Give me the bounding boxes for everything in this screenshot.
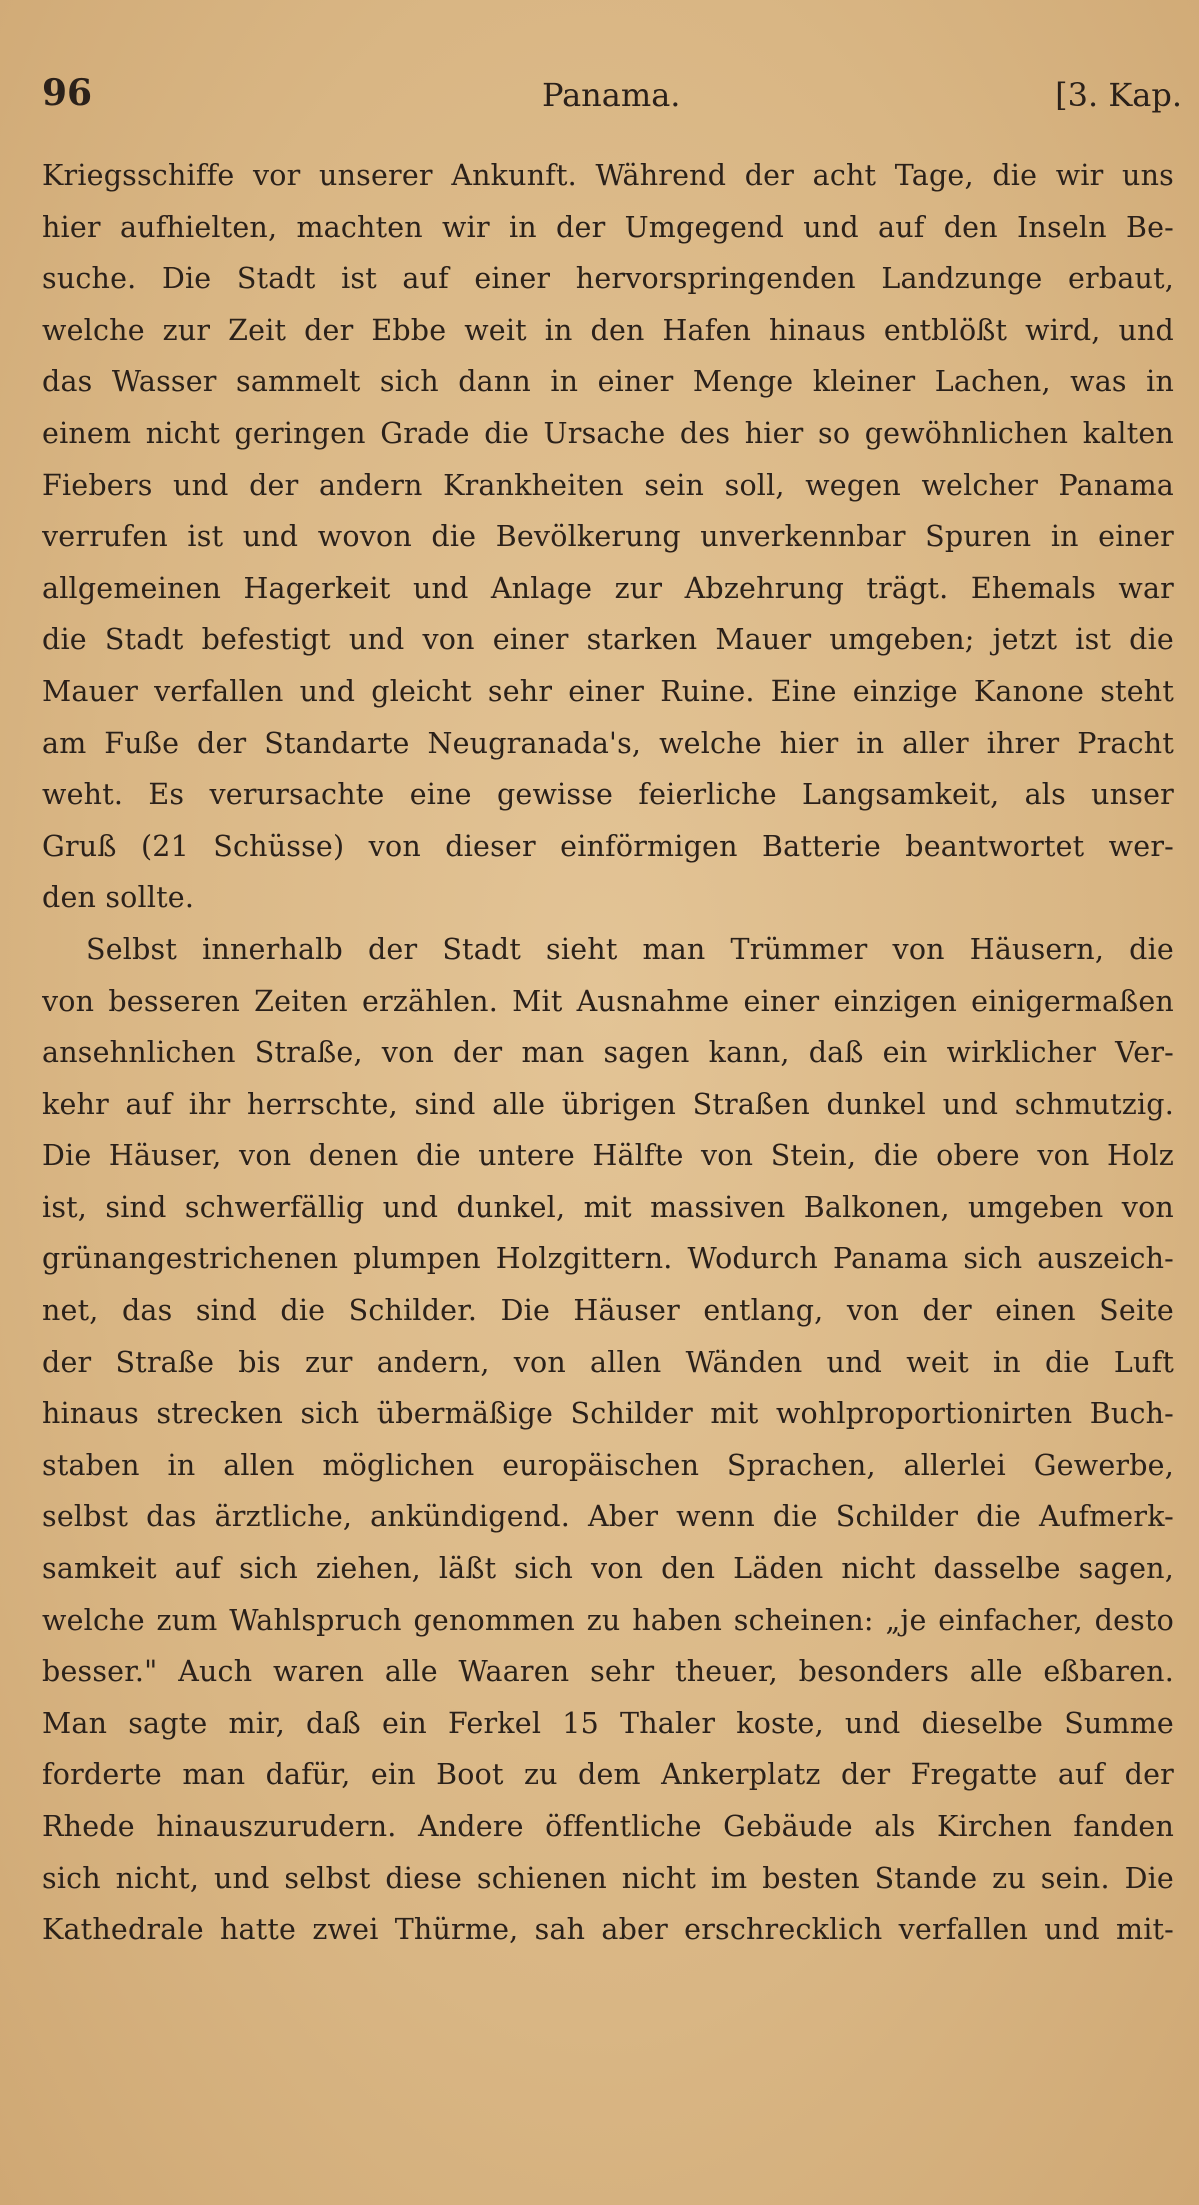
text-line-paragraph-start: Selbst innerhalb der Stadt sieht man Trümmer von Häusern, die <box>86 932 1174 966</box>
text-line: grünangestrichenen plumpen Holzgittern. Wodurch Panama sich auszeich- <box>42 1242 1174 1276</box>
chapter-reference: [3. Kap. <box>1055 76 1182 114</box>
text-line: kehr auf ihr herrschte, sind alle übrigen Straßen dunkel und schmutzig. <box>42 1087 1174 1121</box>
text-line-paragraph-end: den sollte. <box>42 881 195 915</box>
text-line: forderte man dafür, ein Boot zu dem Ankerplatz der Fregatte auf der <box>42 1758 1174 1792</box>
text-line: samkeit auf sich ziehen, läßt sich von den Läden nicht dasselbe sagen, <box>42 1552 1174 1586</box>
text-line: besser." Auch waren alle Waaren sehr theuer, besonders alle eßbaren. <box>42 1655 1174 1689</box>
text-line: allgemeinen Hagerkeit und Anlage zur Abzehrung trägt. Ehemals war <box>42 571 1174 605</box>
page-number: 96 <box>42 72 93 114</box>
text-line: Fiebers und der andern Krankheiten sein soll, wegen welcher Panama <box>42 468 1174 502</box>
text-line: Die Häuser, von denen die untere Hälfte von Stein, die obere von Holz <box>42 1139 1174 1173</box>
page-header <box>42 72 1182 122</box>
text-line: am Fuße der Standarte Neugranada's, welche hier in aller ihrer Pracht <box>42 726 1174 760</box>
text-line: welche zur Zeit der Ebbe weit in den Hafen hinaus entblößt wird, und <box>42 313 1174 347</box>
text-line: sich nicht, und selbst diese schienen nicht im besten Stande zu sein. Die <box>42 1861 1174 1895</box>
text-line: net, das sind die Schilder. Die Häuser entlang, von der einen Seite <box>42 1294 1174 1328</box>
text-line: weht. Es verursachte eine gewisse feierliche Langsamkeit, als unser <box>42 778 1174 812</box>
text-line: Gruß (21 Schüsse) von dieser einförmigen Batterie beantwortet wer- <box>42 829 1174 863</box>
text-line: hier aufhielten, machten wir in der Umgegend und auf den Inseln Be- <box>42 210 1174 244</box>
text-line: staben in allen möglichen europäischen Sprachen, allerlei Gewerbe, <box>42 1448 1174 1482</box>
text-line: die Stadt befestigt und von einer starken Mauer umgeben; jetzt ist die <box>42 623 1174 657</box>
running-title: Panama. <box>542 76 681 114</box>
text-line: verrufen ist und wovon die Bevölkerung unverkennbar Spuren in einer <box>42 520 1174 554</box>
text-line: selbst das ärztliche, ankündigend. Aber wenn die Schilder die Aufmerk- <box>42 1500 1174 1534</box>
text-line: von besseren Zeiten erzählen. Mit Ausnahme einer einzigen einigermaßen <box>42 984 1174 1018</box>
text-line: ansehnlichen Straße, von der man sagen kann, daß ein wirklicher Ver- <box>42 1036 1174 1070</box>
text-line: Rhede hinauszurudern. Andere öffentliche Gebäude als Kirchen fanden <box>42 1810 1174 1843</box>
text-line: suche. Die Stadt ist auf einer hervorspringenden Landzunge erbaut, <box>42 262 1174 296</box>
body-text <box>42 150 1174 1956</box>
text-line: ist, sind schwerfällig und dunkel, mit massiven Balkonen, umgeben von <box>42 1190 1174 1224</box>
text-line: hinaus strecken sich übermäßige Schilder mit wohlproportionirten Buch- <box>42 1397 1174 1431</box>
text-line: Mauer verfallen und gleicht sehr einer Ruine. Eine einzige Kanone steht <box>42 674 1174 708</box>
text-line: Man sagte mir, daß ein Ferkel 15 Thaler koste, und dieselbe Summe <box>42 1706 1174 1740</box>
text-line: das Wasser sammelt sich dann in einer Menge kleiner Lachen, was in <box>42 365 1174 399</box>
text-line: der Straße bis zur andern, von allen Wänden und weit in die Luft <box>42 1345 1174 1379</box>
text-line: welche zum Wahlspruch genommen zu haben scheinen: „je einfacher, desto <box>42 1603 1174 1637</box>
text-line: Kriegsschiffe vor unserer Ankunft. Während der acht Tage, die wir uns <box>42 159 1174 192</box>
text-line: einem nicht geringen Grade die Ursache des hier so gewöhnlichen kalten <box>42 416 1174 450</box>
text-line: Kathedrale hatte zwei Thürme, sah aber erschrecklich verfallen und mit- <box>42 1913 1174 1947</box>
